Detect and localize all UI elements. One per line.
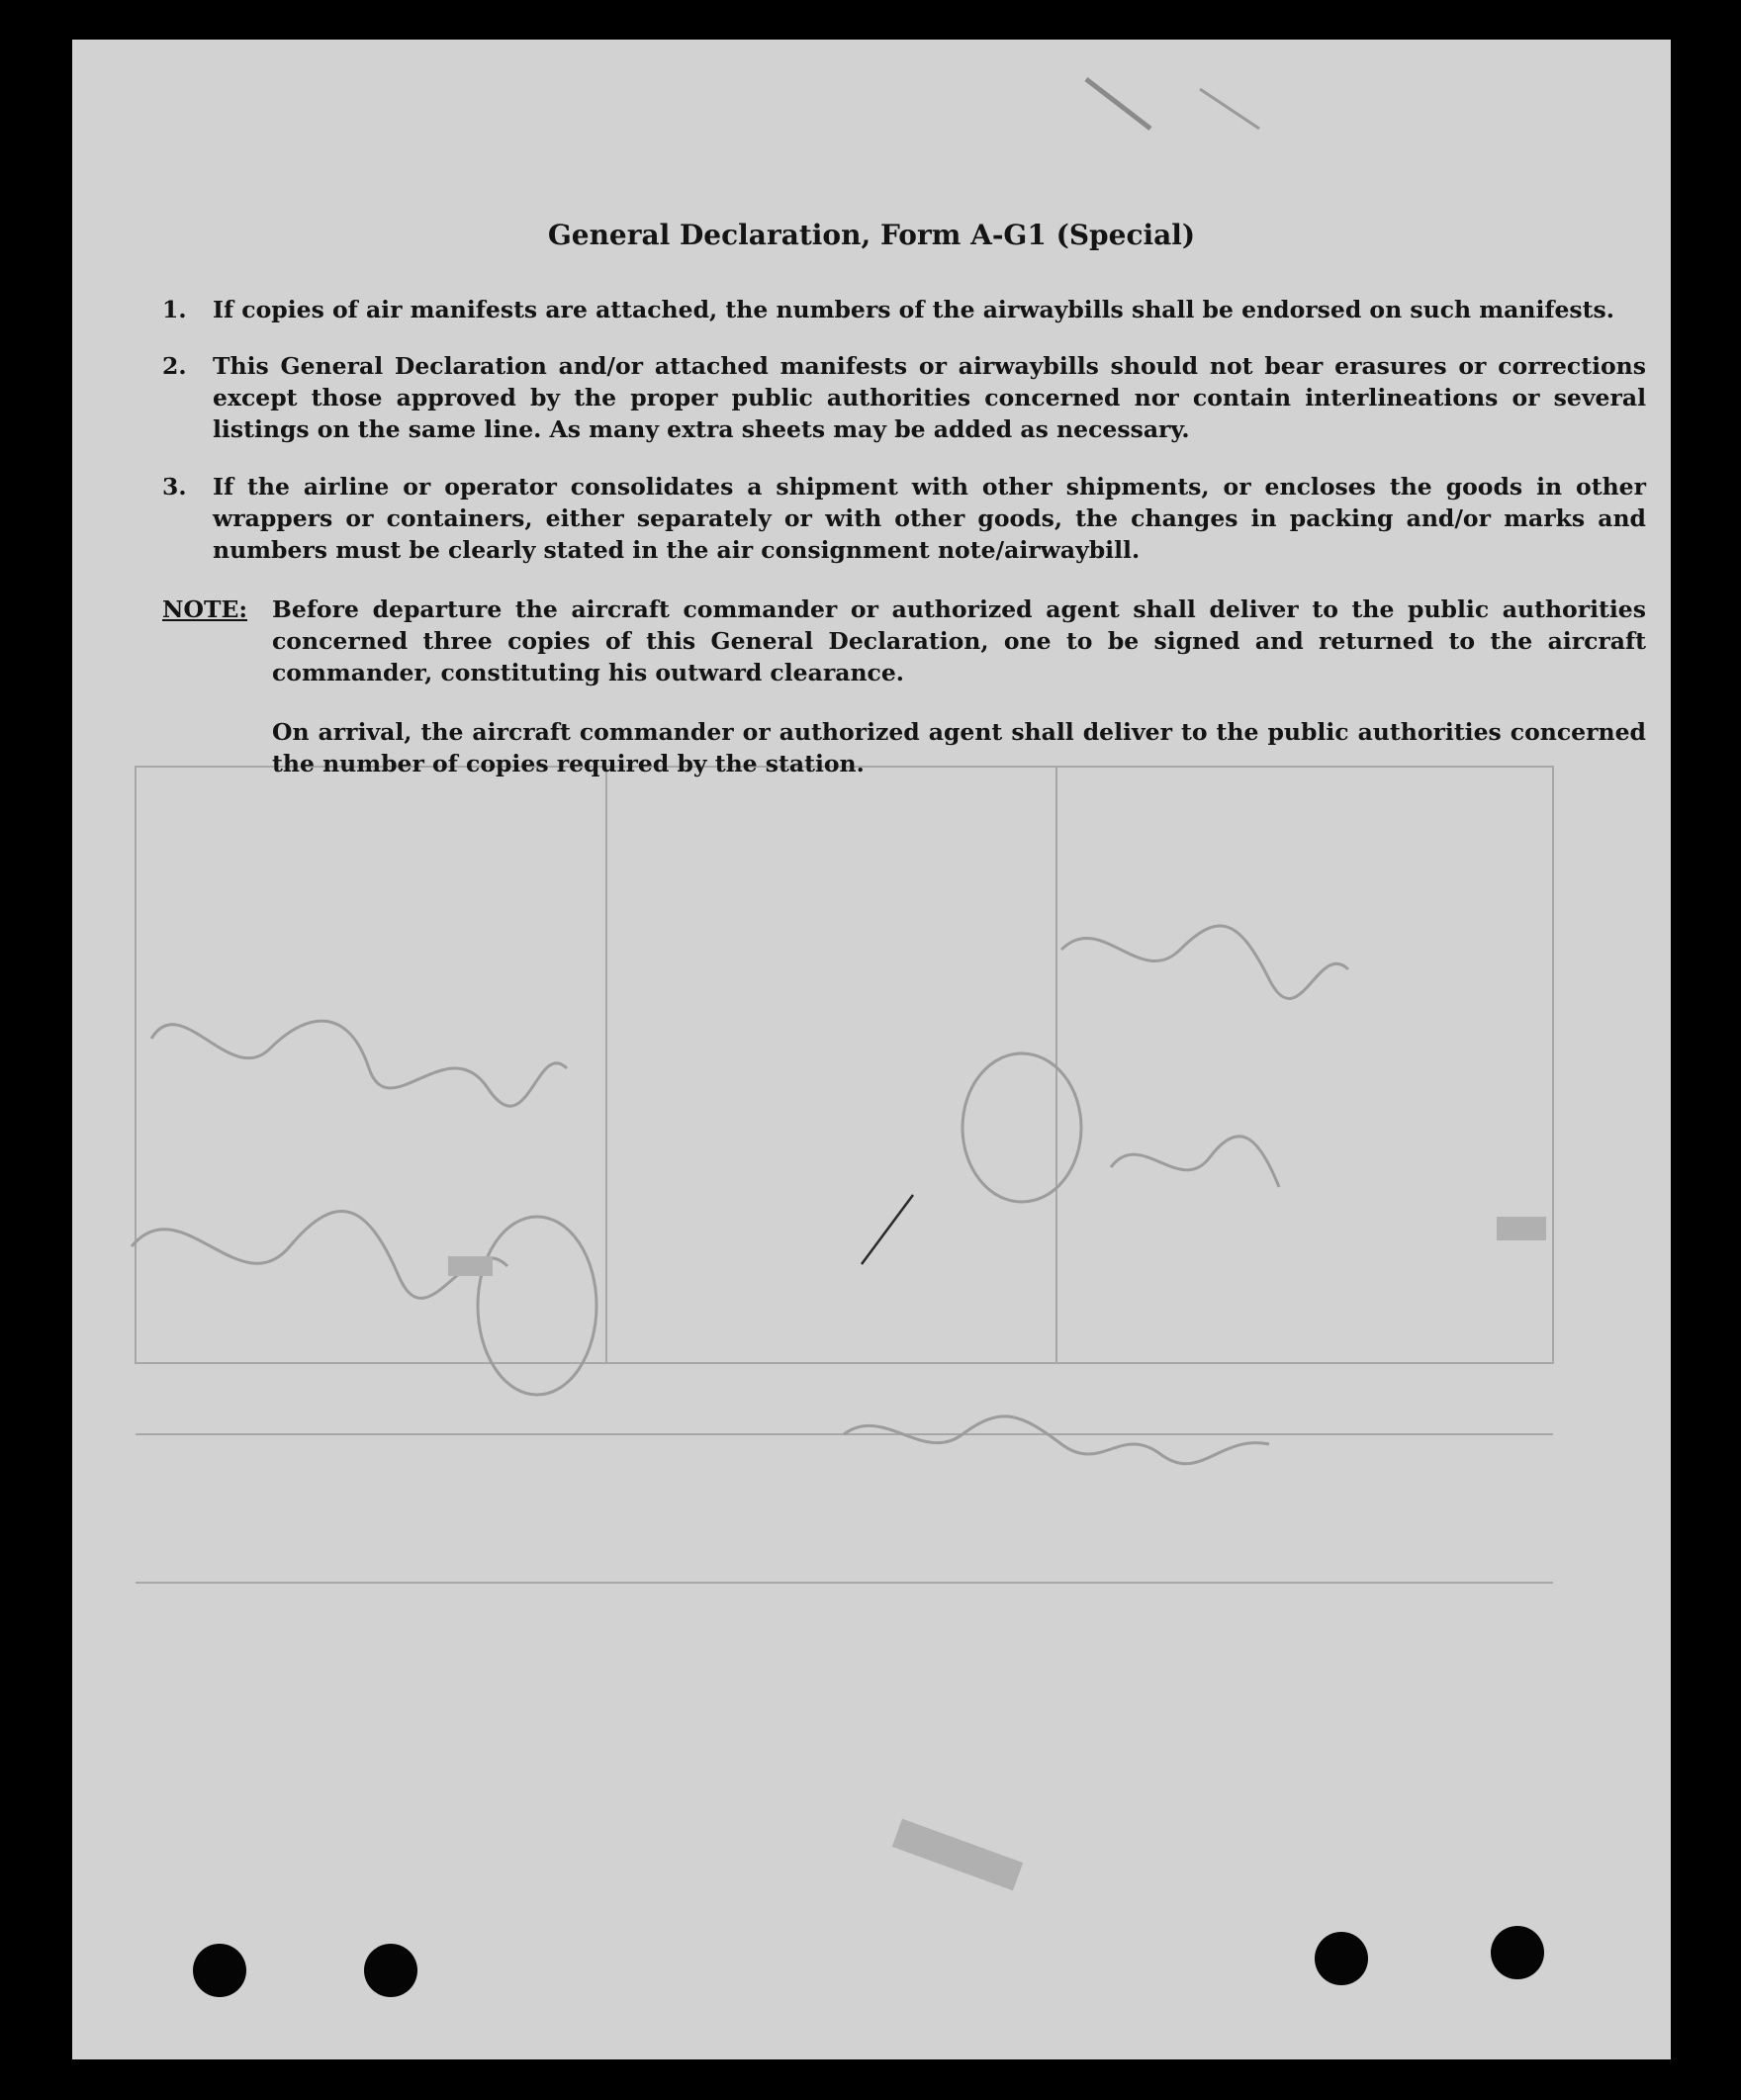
item-text: If the airline or operator consolidates a shipment with other shipments, or encloses the goods in other wrappers or containers, either separately or with other goods, the changes in packing and/or marks and numbers must be clearly stated in the air consignment note/airwaybill. [213,473,1646,564]
ghost-signature [151,1021,567,1106]
pen-stroke [862,1195,913,1264]
list-item [162,294,1646,333]
note-paragraph: On arrival, the aircraft commander or authorized agent shall deliver to the public authorities concerned the number of copies required by the station. [272,718,1646,777]
bleed-through-marks [72,40,1671,2059]
punch-hole [1491,1926,1544,1979]
item-number: 2. [162,352,187,380]
item-number: 1. [162,296,187,323]
document-page [72,40,1671,2059]
punch-hole [364,1944,417,1997]
note-section [162,593,1646,811]
ghost-table [136,767,1553,1363]
ghost-signature [1061,926,1348,999]
note-label: NOTE: [162,595,248,623]
ghost-signature [1111,1137,1279,1187]
punch-hole [193,1944,246,1997]
list-item [162,350,1646,449]
note-paragraph: Before departure the aircraft commander or authorized agent shall deliver to the public authorities concerned three copies of this General Declaration, one to be signed and returned to the aircraft commander, constituting his outward clearance. [272,595,1646,686]
item-number: 3. [162,473,187,501]
punch-hole [1315,1932,1368,1985]
ghost-signature [844,1416,1269,1464]
item-text: This General Declaration and/or attached manifests or airwaybills should not bear erasures or corrections except those approved by the proper public authorities concerned nor contain interlineations or several listings on the same line. As many extra sheets may be added as necessary. [213,352,1646,443]
item-text: If copies of air manifests are attached, the numbers of the airwaybills shall be endorsed on such manifests. [213,296,1614,323]
ghost-signature [132,1211,507,1298]
page-title: General Declaration, Form A-G1 (Special) [547,219,1196,251]
list-item [162,471,1646,570]
